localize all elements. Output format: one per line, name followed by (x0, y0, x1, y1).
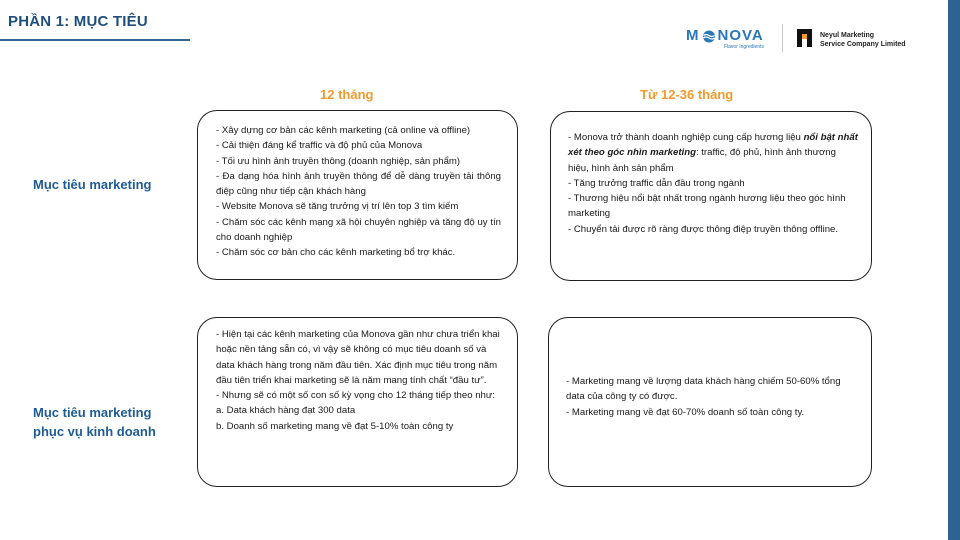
monova-wave-icon (701, 30, 717, 43)
goal-box-r2c2 (548, 317, 872, 487)
list-item: - Chuyển tải được rõ ràng được thông điệp truyền thông offline. (568, 223, 839, 235)
list-item: - Cải thiện đáng kể traffic và độ phủ của Monova (216, 140, 423, 152)
list-item: - Website Monova sẽ tăng trưởng vị trí lên top 3 tìm kiếm (216, 201, 459, 213)
goal-box-r1c1 (197, 110, 518, 280)
list-item: - Thương hiệu nổi bật nhất trong ngành hương liệu theo góc hình marketing (568, 193, 846, 220)
monova-logo: M NOVA Flavor Ingredients (686, 27, 764, 50)
goal-box-r1c2 (550, 111, 872, 281)
list-item: - Marketing mang về đạt 60-70% doanh số toàn công ty. (566, 406, 805, 418)
row-label-business-goals: Mục tiêu marketing phục vụ kinh doanh (33, 405, 156, 439)
list-item: - Nhưng sẽ có một số con số kỳ vọng cho 12 tháng tiếp theo như: (216, 390, 495, 402)
goal-box-r2c1 (197, 317, 518, 487)
monova-tagline: Flavor Ingredients (723, 44, 764, 50)
page-title: PHẦN 1: MỤC TIÊU (8, 13, 148, 30)
list-item: - Xây dựng cơ bản các kênh marketing (cả online và offline) (216, 125, 471, 136)
neyul-logo-icon (797, 29, 815, 47)
list-item: - Hiện tại các kênh marketing của Monova gần như chưa triển khai hoặc nền tảng sẵn có, vì vậy sẽ không có mục tiêu doanh số và data khách hàng trong năm đầu tiên. Xác định mục tiêu trong năm đầu tiên triển khai marketing sẽ là năm mang tính chất “đầu tư”. (216, 329, 500, 386)
list-item: - Chăm sóc cơ bản cho các kênh marketing bổ trợ khác. (216, 247, 456, 259)
right-accent-bar (948, 0, 960, 540)
list-item: - Chăm sóc các kênh mạng xã hội chuyên nghiệp và tăng độ uy tín cho doanh nghiệp (216, 216, 501, 244)
logo-divider (782, 24, 783, 52)
row-label-marketing-goals: Mục tiêu marketing (33, 177, 152, 192)
column-header-12-36-months: Từ 12-36 tháng (640, 87, 734, 102)
list-item: a. Data khách hàng đạt 300 data (216, 405, 356, 417)
list-item: - Tăng trưởng traffic dẫn đầu trong ngành (568, 177, 745, 189)
list-item: b. Doanh số marketing mang về đạt 5-10% toàn công ty (216, 420, 454, 432)
list-item: - Tối ưu hình ảnh truyền thông (doanh nghiệp, sản phẩm) (216, 155, 461, 167)
list-item: - Đa dạng hóa hình ảnh truyền thông để dễ dàng truyền tải thông điệp cũng như tiếp cận khách hàng (216, 170, 501, 198)
list-item: - Monova trở thành doanh nghiệp cung cấp hương liệu nổi bật nhất xét theo góc nhìn marketing: traffic, độ phủ, hình ảnh thương hiệu, hình ảnh sản phẩm (568, 132, 858, 174)
list-item: - Marketing mang về lượng data khách hàng chiếm 50-60% tổng data của công ty có được. (566, 376, 841, 403)
column-header-12-months: 12 tháng (320, 87, 374, 102)
emphasis-text: nổi bật nhất xét theo góc nhìn marketing (568, 132, 858, 159)
title-underline (0, 39, 190, 41)
neyul-company-name: Neyul Marketing Service Company Limited (820, 32, 906, 48)
